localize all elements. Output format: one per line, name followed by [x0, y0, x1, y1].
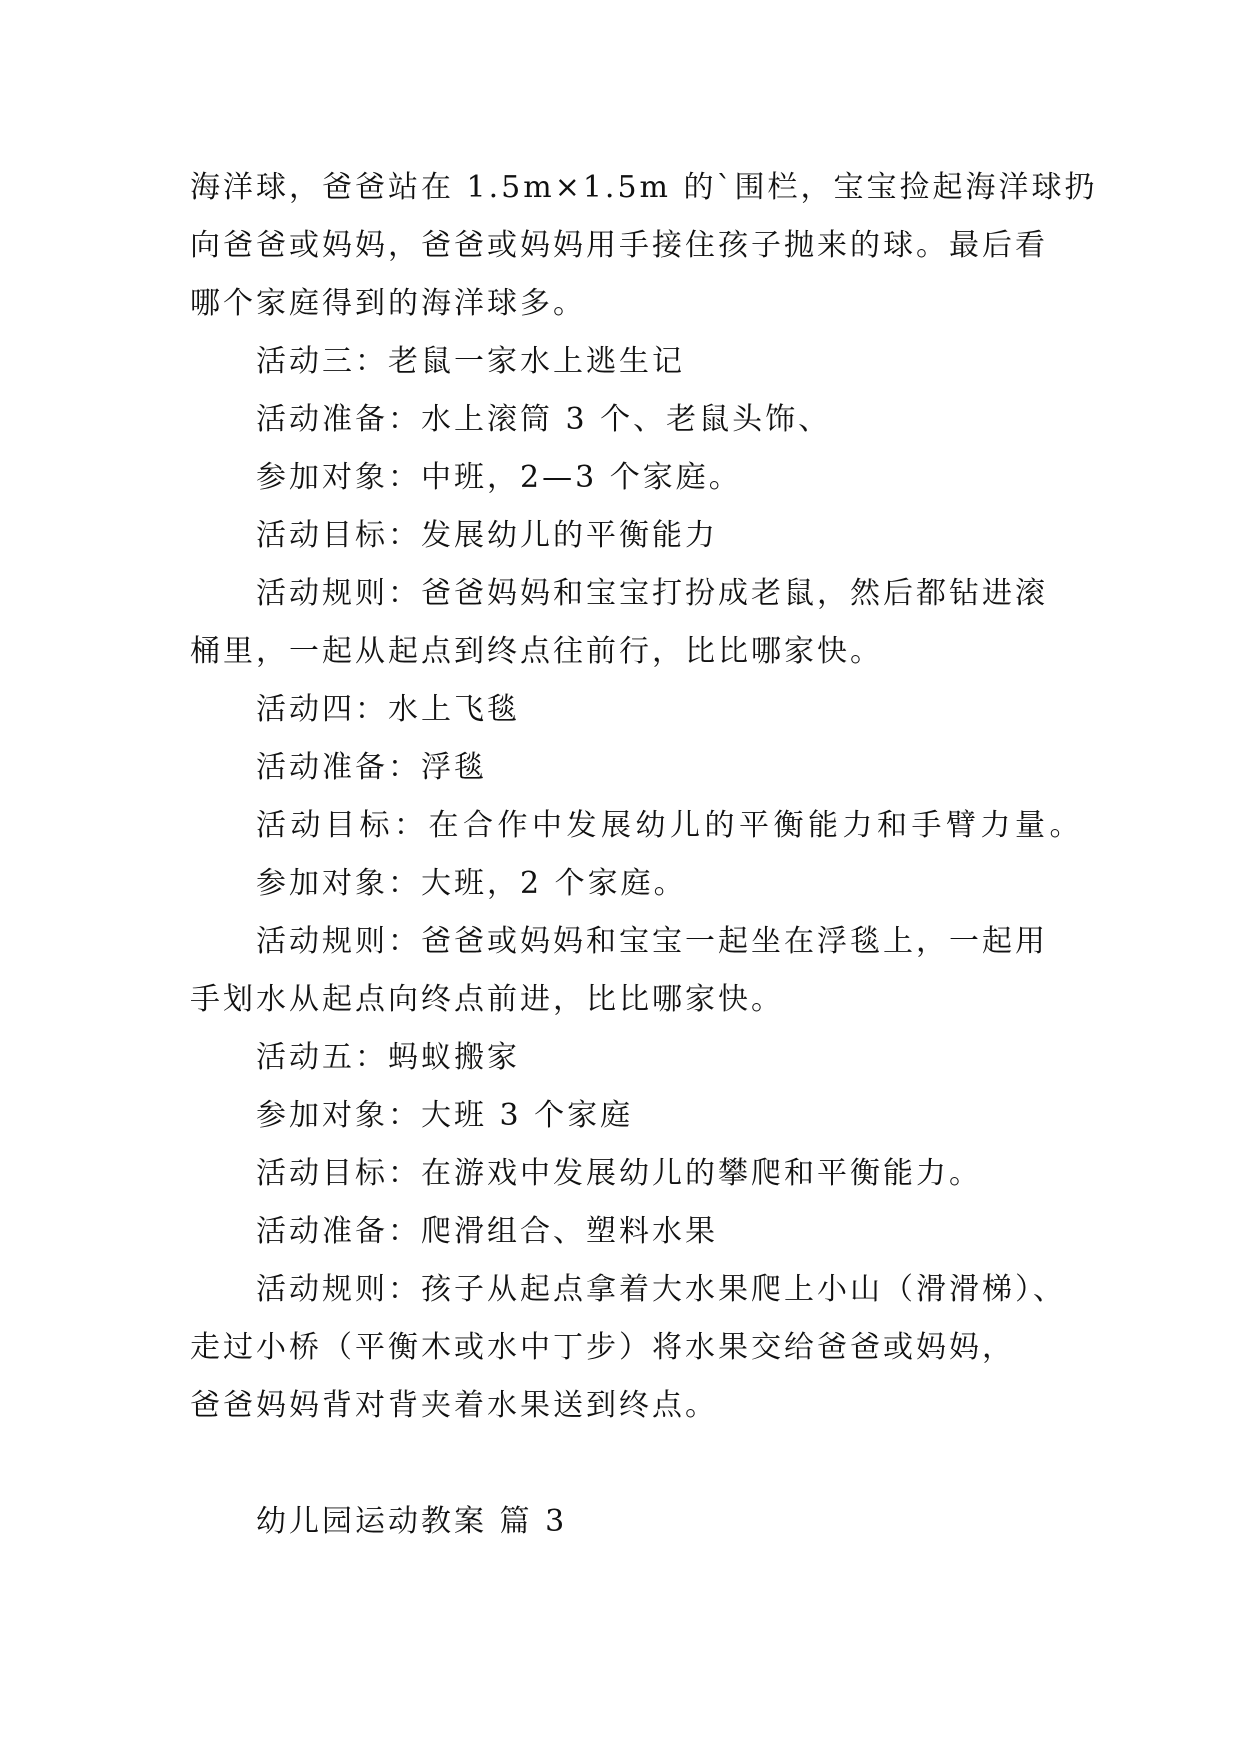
- activity-rules: 活动规则：孩子从起点拿着大水果爬上小山（滑滑梯）、: [256, 1272, 1066, 1307]
- activity-goal: 活动目标：在游戏中发展幼儿的攀爬和平衡能力。: [256, 1156, 982, 1191]
- paragraph-line: 哪个家庭得到的海洋球多。: [190, 286, 586, 321]
- activity-preparation: 活动准备：水上滚筒 3 个、老鼠头饰、: [256, 402, 832, 437]
- paragraph-line: 爸爸妈妈背对背夹着水果送到终点。: [190, 1388, 718, 1423]
- activity-participants: 参加对象：中班，2—3 个家庭。: [256, 460, 742, 495]
- activity-preparation: 活动准备：浮毯: [256, 750, 487, 785]
- activity-goal: 活动目标：在合作中发展幼儿的平衡能力和手臂力量。: [256, 808, 1084, 843]
- activity-rules: 活动规则：爸爸妈妈和宝宝打扮成老鼠，然后都钻进滚: [256, 576, 1048, 611]
- activity-title: 活动三：老鼠一家水上逃生记: [256, 344, 685, 379]
- paragraph-line: 海洋球，爸爸站在 1.5m×1.5m 的`围栏，宝宝捡起海洋球扔: [190, 170, 1098, 205]
- activity-participants: 参加对象：大班 3 个家庭: [256, 1098, 634, 1133]
- activity-participants: 参加对象：大班，2 个家庭。: [256, 866, 687, 901]
- activity-title: 活动五：蚂蚁搬家: [256, 1040, 520, 1075]
- paragraph-line: 手划水从起点向终点前进，比比哪家快。: [190, 982, 784, 1017]
- paragraph-line: 桶里，一起从起点到终点往前行，比比哪家快。: [190, 634, 883, 669]
- activity-goal: 活动目标：发展幼儿的平衡能力: [256, 518, 718, 553]
- paragraph-line: 向爸爸或妈妈，爸爸或妈妈用手接住孩子抛来的球。最后看: [190, 228, 1048, 263]
- paragraph-line: 走过小桥（平衡木或水中丁步）将水果交给爸爸或妈妈，: [190, 1330, 1015, 1365]
- section-heading: 幼儿园运动教案 篇 3: [256, 1504, 568, 1539]
- activity-title: 活动四：水上飞毯: [256, 692, 520, 727]
- activity-rules: 活动规则：爸爸或妈妈和宝宝一起坐在浮毯上，一起用: [256, 924, 1048, 959]
- activity-preparation: 活动准备：爬滑组合、塑料水果: [256, 1214, 718, 1249]
